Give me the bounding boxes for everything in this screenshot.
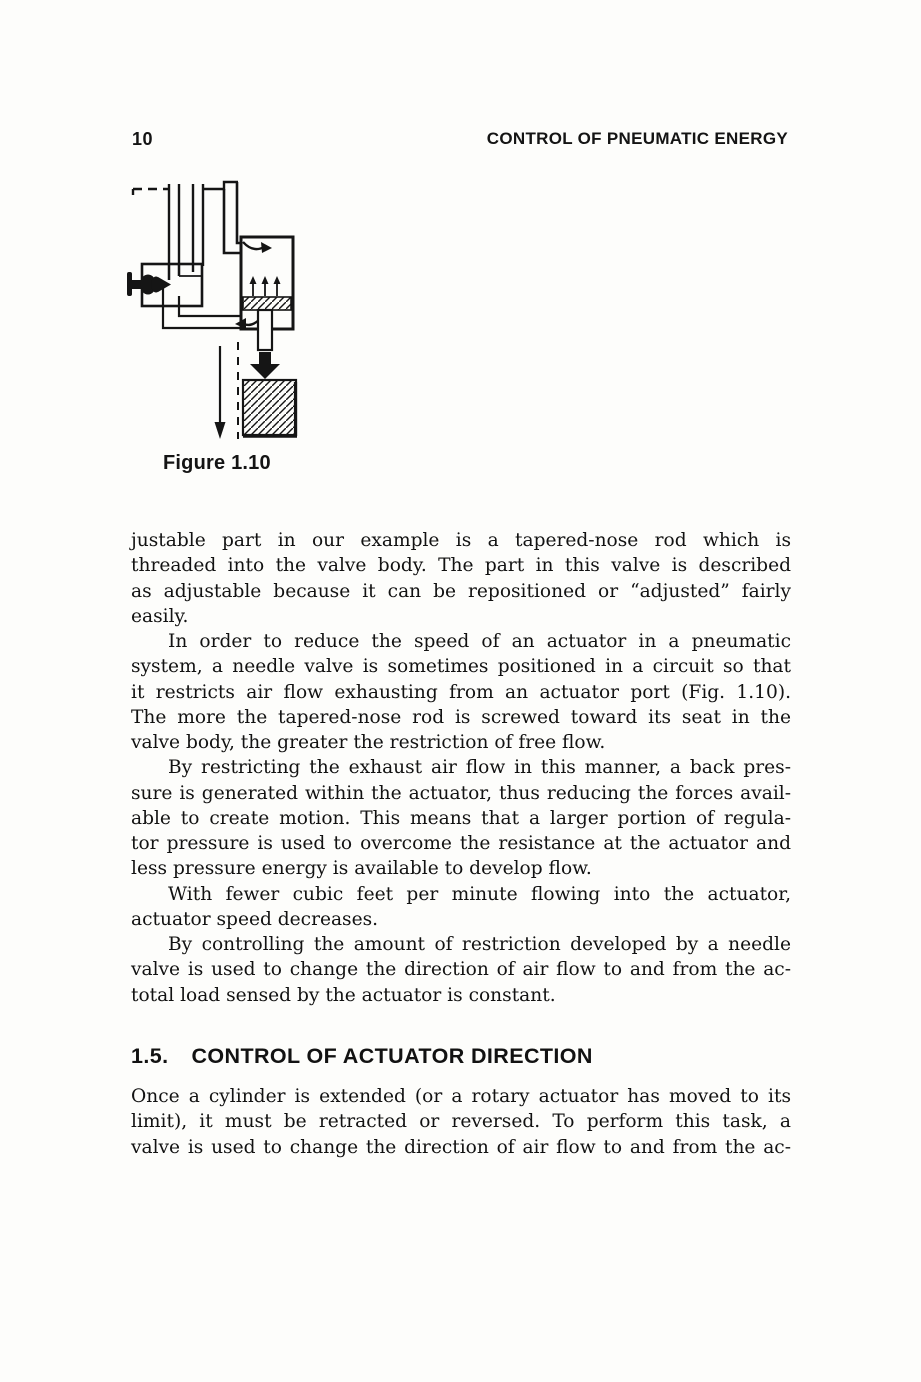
figure-1-10	[125, 176, 325, 451]
motion-arrow	[215, 346, 226, 439]
text-line: as adjustable because it can be repositioned or “adjusted” fairly	[131, 580, 791, 602]
cylinder-inlet-pipe	[224, 182, 241, 253]
text-line: tor pressure is used to overcome the resistance at the actuator and	[131, 833, 791, 854]
needle-valve-body	[142, 264, 241, 328]
load-block	[243, 380, 297, 436]
force-arrow	[250, 352, 280, 379]
running-header: CONTROL OF PNEUMATIC ENERGY	[486, 129, 788, 148]
text-column	[131, 528, 791, 1160]
text-line: less pressure energy is available to develop flow.	[131, 858, 592, 880]
supply-line-dashed	[133, 189, 170, 195]
section-heading	[131, 1044, 791, 1069]
text-line: The more the tapered-nose rod is screwed toward its seat in the	[131, 706, 791, 728]
text-line: valve is used to change the direction of air flow to and from the ac-	[131, 959, 791, 981]
text-line: valve is used to change the direction of air flow to and from the ac-	[131, 1136, 791, 1158]
page-number: 10	[132, 129, 154, 149]
text-line: By restricting the exhaust air flow in this manner, a back pres-	[168, 757, 791, 779]
text-line: Once a cylinder is extended (or a rotary actuator has moved to its	[131, 1086, 791, 1107]
text-line: easily.	[131, 605, 189, 627]
text-line: threaded into the valve body. The part in this valve is described	[131, 555, 791, 577]
text-line: actuator speed decreases.	[131, 908, 379, 930]
pipe-branch	[193, 182, 238, 272]
text-line: total load sensed by the actuator is constant.	[131, 984, 556, 1006]
text-line: able to create motion. This means that a larger portion of regula-	[131, 807, 791, 829]
text-line: With fewer cubic feet per minute flowing into the actuator,	[168, 883, 791, 905]
figure-caption: Figure 1.10	[163, 452, 271, 474]
piston	[243, 297, 291, 310]
section-number: 1.5.	[131, 1043, 169, 1068]
text-line: limit), it must be retracted or reversed. To perform this task, a	[131, 1111, 791, 1133]
piston-rod	[258, 310, 272, 350]
needle-knob	[127, 272, 171, 296]
text-line: system, a needle valve is sometimes positioned in a circuit so that	[131, 656, 791, 678]
text-line: justable part in our example is a tapered-nose rod which is	[131, 530, 791, 551]
pipe-to-valve	[169, 184, 179, 280]
inlet-flow-arrow	[243, 242, 264, 249]
section-title: CONTROL OF ACTUATOR DIRECTION	[191, 1043, 593, 1068]
pressure-arrows	[250, 276, 281, 296]
needle-valve-diagram	[125, 176, 315, 446]
text-line: In order to reduce the speed of an actuator in a pneumatic	[168, 631, 791, 652]
text-line: sure is generated within the actuator, thus reducing the forces avail-	[131, 782, 791, 804]
text-line: By controlling the amount of restriction developed by a needle	[168, 934, 791, 955]
text-line: valve body, the greater the restriction of free flow.	[131, 732, 606, 753]
text-line: it restricts air flow exhausting from an actuator port (Fig. 1.10).	[131, 681, 791, 703]
